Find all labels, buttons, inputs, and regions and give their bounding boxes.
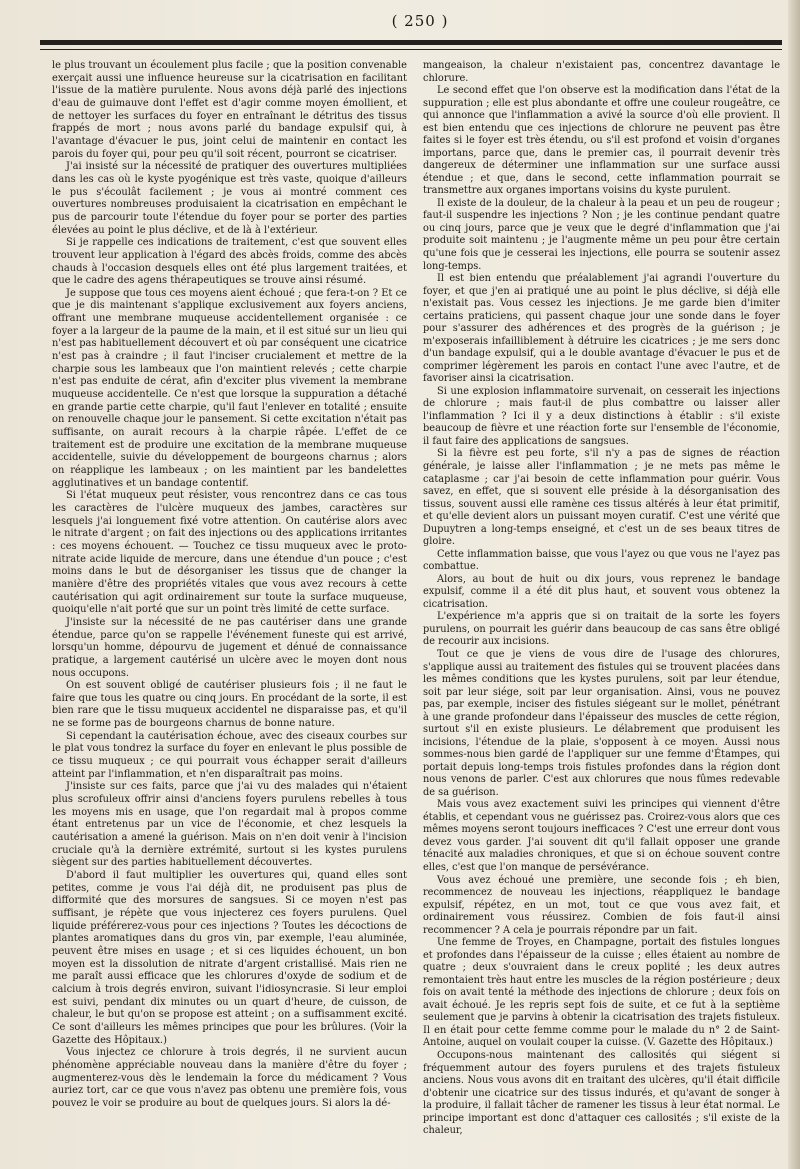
paragraph: On est souvent obligé de cautériser plusieurs fois ; il ne faut le faire que tous les quatre ou cinq jours. En procédant de la sorte, il est bien rare que le tissu muqueux accidentel ne disparaisse pas, et qu'il ne se forme pas de bourgeons charnus de bonne nature. — [52, 680, 407, 730]
paragraph: le plus trouvant un écoulement plus facile ; que la position convenable exerçait aussi une influence heureuse sur la cicatrisation en facilitant l'issue de la matière purulente. Nous avons déjà parlé des injections d'eau de guimauve dont l'effet est d'agir comme moyen émollient, et de nettoyer les surfaces du foyer en entraînant le détritus des tissus frappés de mort ; nous avons parlé du bandage expulsif qui, à l'avantage d'évacuer le pus, joint celui de maintenir en contact les parois du foyer qui, pour peu qu'il soit récent, pourront se cicatriser. — [52, 60, 407, 160]
paragraph: Occupons-nous maintenant des callosités qui siégent si fréquemment autour des foyers purulens et des trajets fistuleux anciens. Nous vous avons dit en traitant des ulcères, qu'il était difficile d'obtenir une cicatrice sur des tissus indurés, et qu'avant de songer à la produire, il fallait tâcher de ramener les tissus à leur état normal. Le principe important est donc d'attaquer ces callosités ; s'il existe de la chaleur, — [423, 1049, 780, 1137]
paragraph: Il est bien entendu que préalablement j'ai agrandi l'ouverture du foyer, et que j'en ai pratiqué une au point le plus déclive, si déjà elle n'existait pas. Vous cessez les injections. Je me garde bien d'imiter certains praticiens, qui passent chaque jour une sonde dans le foyer pour s'assurer des adhérences et des progrès de la guérison ; je m'exposerais infailliblement à détruire les cicatrices ; je me sers donc d'un bandage expulsif, qui a le double avantage d'évacuer le pus et de comprimer légèrement les parois en contact l'une avec l'autre, et de favoriser ainsi la cicatrisation. — [423, 273, 780, 385]
paragraph: Alors, au bout de huit ou dix jours, vous reprenez le bandage expulsif, comme il a été dit plus haut, et souvent vous obtenez la cicatrisation. — [423, 573, 780, 610]
paragraph: Vous avez échoué une première, une seconde fois ; eh bien, recommencez de nouveau les injections, réappliquez le bandage expulsif, répétez, en un mot, tout ce que vous avez fait, et ordinairement vous réussirez. Combien de fois faut-il ainsi recommencer ? A cela je pourrais répondre par un fait. — [423, 874, 780, 936]
paragraph: Si je rappelle ces indications de traitement, c'est que souvent elles trouvent leur application à l'égard des abcès froids, comme des abcès chauds à l'occasion desquels elles ont été plus largement traitées, et que le cadre des agens thérapeutiques se trouve ainsi résumé. — [52, 237, 407, 287]
paragraph: Le second effet que l'on observe est la modification dans l'état de la suppuration ; elle est plus abondante et offre une couleur rougeâtre, ce qui annonce que l'inflammation a avivé la source d'où elle provient. Il est bien entendu que ces injections de chlorure ne peuvent pas être faites si le foyer est très étendu, ou s'il est profond et voisin d'organes importans, parce que, dans le premier cas, il pourrait devenir très dangereux de déterminer une inflammation sur une surface aussi étendue ; et que, dans le second, cette inflammation pourrait se transmettre aux organes importans voisins du kyste purulent. — [423, 85, 780, 197]
paragraph: Vous injectez ce chlorure à trois degrés, il ne survient aucun phénomène appréciable nouveau dans la manière d'être du foyer ; augmenterez-vous dès le lendemain la force du médicament ? Vous auriez tort, car ce que vous n'avez pas obtenu une première fois, vous pouvez le voir se produire au bout de quelques jours. Si alors la dé- — [52, 1047, 407, 1109]
paragraph: mangeaison, la chaleur n'existaient pas, concentrez davantage le chlorure. — [423, 60, 780, 84]
page-edge — [788, 0, 800, 1169]
left-column — [52, 60, 407, 1110]
paragraph: J'insiste sur la nécessité de ne pas cautériser dans une grande étendue, parce qu'on se rappelle l'événement funeste qui est arrivé, lorsqu'un homme, dépourvu de jugement et dénué de connaissance pratique, a largement cautérisé un ulcère avec le moyen dont nous nous occupons. — [52, 616, 407, 679]
page-number: ( 250 ) — [391, 12, 449, 30]
paragraph: L'expérience m'a appris que si on traitait de la sorte les foyers purulens, on pourrait les guérir dans beaucoup de cas sans être obligé de recourir aux incisions. — [423, 611, 780, 648]
paragraph: Si la fièvre est peu forte, s'il n'y a pas de signes de réaction générale, je laisse aller l'inflammation ; je ne mets pas même le cataplasme ; car j'ai besoin de cette inflammation pour guérir. Vous savez, en effet, que si souvent elle préside à la désorganisation des tissus, souvent aussi elle ramène ces tissus altérés à leur état primitif, et qu'elle devient alors un puissant moyen curatif. C'est une vérité que Dupuytren a long-temps enseigné, et c'est un de ses beaux titres de gloire. — [423, 448, 780, 548]
paragraph: Si cependant la cautérisation échoue, avec des ciseaux courbes sur le plat vous tondrez la surface du foyer en enlevant le plus possible de ce tissu muqueux ; ce qui pourrait vous échapper serait d'ailleurs atteint par l'inflammation, et n'en disparaîtrait pas moins. — [52, 730, 407, 780]
paragraph: J'insiste sur ces faits, parce que j'ai vu des malades qui n'étaient plus scrofuleux offrir ainsi d'anciens foyers purulens rebelles à tous les moyens mis en usage, que l'on regardait mal à propos comme étant entretenus par un vice de l'économie, et chez lesquels la cautérisation a amené la guérison. Mais on n'en doit venir à l'incision cruciale qu'à la dernière extrémité, surtout si les kystes purulens siègent sur des parties habituellement découvertes. — [52, 781, 407, 869]
paragraph: Si l'état muqueux peut résister, vous rencontrez dans ce cas tous les caractères de l'ulcère muqueux des jambes, caractères sur lesquels j'ai longuement fixé votre attention. On cautérise alors avec le nitrate d'argent ; on fait des injections ou des applications irritantes : ces moyens échouent. — Touchez ce tissu muqueux avec le proto-nitrate acide liquide de mercure, dans une étendue d'un pouce ; c'est moins dans le but de désorganiser les tissus que de changer la manière d'être des propriétés vitales que vous avez recours à cette cautérisation qui agit ordinairement sur toute la surface muqueuse, quoiqu'elle n'ait porté que sur un point très limité de cette surface. — [52, 490, 407, 616]
header-rule-thick — [40, 40, 782, 45]
right-column — [423, 60, 780, 1138]
paragraph: Une femme de Troyes, en Champagne, portait des fistules longues et profondes dans l'épaisseur de la cuisse ; elles étaient au nombre de quatre ; deux s'ouvraient dans le creux poplité ; les deux autres remontaient très haut entre les muscles de la région postérieure ; deux fois on avait tenté la méthode des injections de chlorure ; deux fois on avait échoué. Je les repris sept fois de suite, et ce fut à la septième seulement que je parvins à obtenir la cicatrisation des trajets fistuleux. Il en était pour cette femme comme pour le malade du n° 2 de Saint-Antoine, auquel on voulait couper la cuisse. (V. Gazette des Hôpitaux.) — [423, 937, 780, 1049]
paragraph: Si une explosion inflammatoire survenait, on cesserait les injections de chlorure ; mais faut-il de plus combattre ou laisser aller l'inflammation ? Ici il y a deux distinctions à établir : s'il existe beaucoup de fièvre et une réaction forte sur l'ensemble de l'économie, il faut faire des applications de sangsues. — [423, 385, 780, 447]
paragraph: Tout ce que je viens de vous dire de l'usage des chlorures, s'applique aussi au traitement des fistules qui se trouvent placées dans les mêmes conditions que les kystes purulens, soit par leur étendue, soit par leur siége, soit par leur organisation. Ainsi, vous ne pouvez pas, par exemple, inciser des fistules siégeant sur le mollet, pénétrant à une grande profondeur dans l'épaisseur des muscles de cette région, surtout s'il en existe plusieurs. Le délabrement que produisent les incisions, l'étendue de la plaie, s'opposent à ce moyen. Aussi nous sommes-nous bien gardé de l'appliquer sur une femme d'Étampes, qui portait depuis long-temps trois fistules profondes dans la région dont nous venons de parler. C'est aux chlorures que nous fûmes redevable de sa guérison. — [423, 648, 780, 798]
paragraph: D'abord il faut multiplier les ouvertures qui, quand elles sont petites, comme je vous l'ai déjà dit, ne produisent pas plus de difformité que des morsures de sangsues. Si ce moyen n'est pas suffisant, je répète que vous injecterez ces foyers purulens. Quel liquide préférerez-vous pour ces injections ? Toutes les décoctions de plantes aromatiques dans du gros vin, par exemple, l'eau aluminée, peuvent être mises en usage ; et si ces liquides échouent, un bon moyen est la dissolution de nitrate d'argent cristallisé. Mais rien ne me paraît aussi efficace que les chlorures d'oxyde de sodium et de calcium à trois degrés environ, suivant l'idiosyncrasie. Si leur emploi est suivi, pendant dix minutes ou un quart d'heure, de cuisson, de chaleur, le but qu'on se propose est atteint ; on a suffisamment excité. Ce sont d'ailleurs les mêmes principes que pour les brûlures. (Voir la Gazette des Hôpitaux.) — [52, 870, 407, 1046]
paragraph: J'ai insisté sur la nécessité de pratiquer des ouvertures multipliées dans les cas où le kyste pyogénique est très vaste, quoique d'ailleurs le pus s'écoulât facilement ; je vous ai montré comment ces ouvertures nombreuses produisaient la cicatrisation en empêchant le pus de parcourir toute l'étendue du foyer pour se porter des parties élevées au point le plus déclive, et de là à l'extérieur. — [52, 161, 407, 236]
paragraph: Je suppose que tous ces moyens aient échoué ; que fera-t-on ? Et ce que je dis maintenant s'applique exclusivement aux foyers anciens, offrant une membrane muqueuse accidentellement organisée : ce foyer a la largeur de la paume de la main, et il est situé sur un lieu qui n'est pas habituellement découvert et où par conséquent une cicatrice n'est pas à craindre ; il faut l'inciser crucialement et mettre de la charpie sous les lambeaux que l'on maintient relevés ; cette charpie n'est pas enduite de cérat, afin d'exciter plus vivement la membrane muqueuse accidentelle. Ce n'est que lorsque la suppuration a détaché en grande partie cette charpie, qu'il faut l'enlever en totalité ; ensuite on renouvelle chaque jour le pansement. Si cette excitation n'était pas suffisante, on aurait recours à la charpie râpée. L'effet de ce traitement est de produire une excitation de la membrane muqueuse accidentelle, suivie du développement de bourgeons charnus ; alors on réapplique les lambeaux ; on les maintient par les bandelettes agglutinatives et un bandage contentif. — [52, 287, 407, 489]
paragraph: Il existe de la douleur, de la chaleur à la peau et un peu de rougeur ; faut-il suspendre les injections ? Non ; je les continue pendant quatre ou cinq jours, parce que je veux que le degré d'inflammation que j'ai produite soit maintenu ; je l'augmente même un peu pour être certain qu'une fois que je cesserai les injections, elle pourra se soutenir assez long-temps. — [423, 197, 780, 272]
paragraph: Mais vous avez exactement suivi les principes qui viennent d'être établis, et cependant vous ne guérissez pas. Croirez-vous alors que ces mêmes moyens seront toujours inefficaces ? C'est une erreur dont vous devez vous garder. J'ai souvent dit qu'il fallait opposer une grande ténacité aux maladies chroniques, et que si on échoue souvent contre elles, c'est que l'on manque de persévérance. — [423, 799, 780, 873]
header-rule-thin — [40, 49, 782, 50]
paragraph: Cette inflammation baisse, que vous l'ayez ou que vous ne l'ayez pas combattue. — [423, 548, 780, 573]
